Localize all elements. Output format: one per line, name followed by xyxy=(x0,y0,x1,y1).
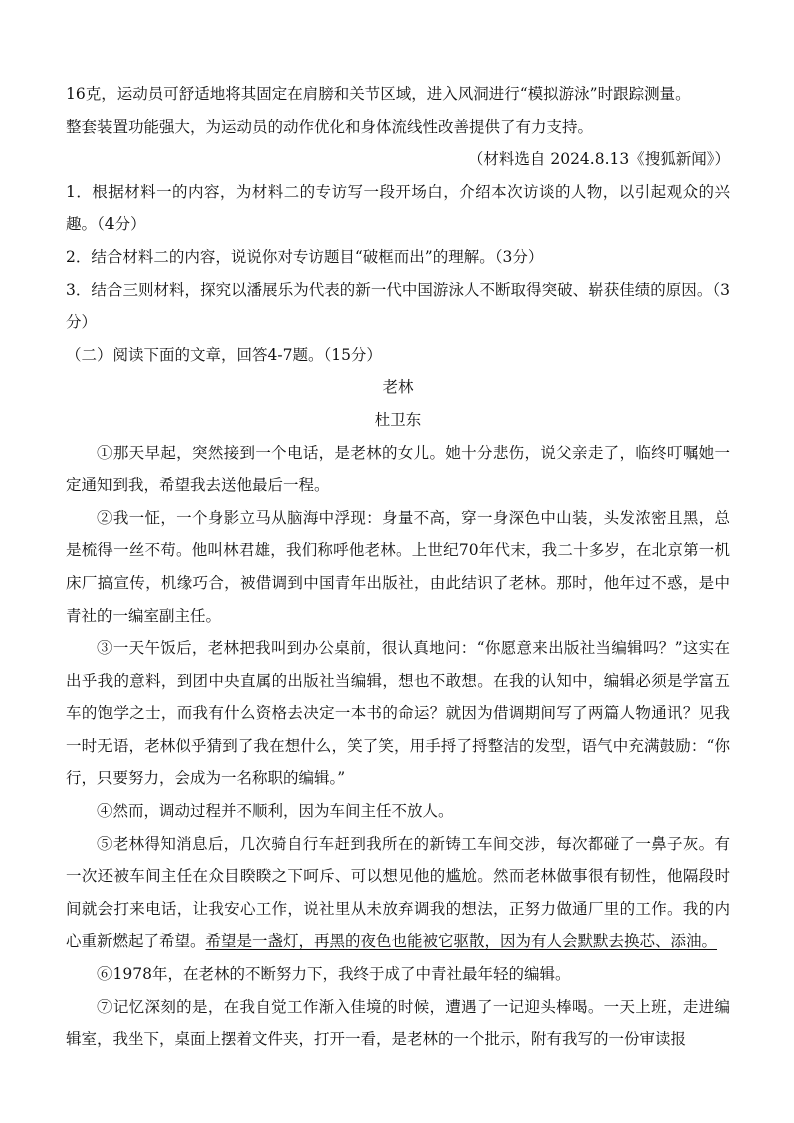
document-page xyxy=(66,78,730,1056)
question-2: 2．结合材料二的内容，说说你对专访题目“破框而出”的理解。（3分） xyxy=(66,247,544,266)
material3-line1: 16克，运动员可舒适地将其固定在肩膀和关节区域，进入风洞进行“模拟游泳”时跟踪测量。 xyxy=(66,85,691,103)
paragraph-5-text: ⑤老林得知消息后，几次骑自行车赶到我所在的新铸工车间交涉，每次都碰了一鼻子灰。有一次还被车间主任在众目睽睽之下呵斥、可以想见他的尴尬。然而老林做事很有韧性，他隔段时间就会打来电话，让我安心工作，说社里从未放弃调我的想法，正努力做通厂里的工作。我的内心重新燃起了希望。 xyxy=(66,834,730,951)
paragraph-6: ⑥1978年，在老林的不断努力下，我终于成了中青社最年轻的编辑。 xyxy=(97,965,571,984)
paragraph-4: ④然而，调动过程并不顺利，因为车间主任不放人。 xyxy=(97,802,454,821)
material3-line2: 整套装置功能强大，为运动员的动作优化和身体流线性改善提供了有力支持。 xyxy=(66,117,594,136)
material3-source: （材料选自 2024.8.13《搜狐新闻》） xyxy=(467,150,730,169)
article-title: 老林 xyxy=(382,378,414,397)
paragraph-1: ①那天早起，突然接到一个电话，是老林的女儿。她十分悲伤，说父亲走了，临终叮嘱她一定通知到我，希望我去送他最后一程。 xyxy=(66,443,730,495)
paragraph-5-underlined-sentence: 希望是一盏灯，再黑的夜色也能被它驱散，因为有人会默默去换芯、添油。 xyxy=(205,932,718,951)
paragraph-3: ③一天午饭后，老林把我叫到办公桌前，很认真地问：“你愿意来出版社当编辑吗？”这实在出乎我的意料，到团中央直属的出版社当编辑，想也不敢想。在我的认知中，编辑必须是学富五车的饱学之士，而我有什么资格去决定一本书的命运？就因为借调期间写了两篇人物通讯？见我一时无语，老林似乎猜到了我在想什么，笑了笑，用手捋了捋整洁的发型，语气中充满鼓励：“你行，只要努力，会成为一名称职的编辑。” xyxy=(66,639,730,788)
paragraph-2: ②我一怔，一个身影立马从脑海中浮现：身量不高，穿一身深色中山装，头发浓密且黑，总是梳得一丝不苟。他叫林君雄，我们称呼他老林。上世纪70年代末，我二十多岁，在北京第一机床厂搞宣传，机缘巧合，被借调到中国青年出版社，由此结识了老林。那时，他年过不惑，是中青社的一编室副主任。 xyxy=(66,508,730,625)
paragraph-7: ⑦记忆深刻的是，在我自觉工作渐入佳境的时候，遭遇了一记迎头棒喝。一天上班，走进编辑室，我坐下，桌面上摆着文件夹，打开一看，是老林的一个批示，附有我写的一份审读报 xyxy=(66,997,730,1049)
question-1: 1．根据材料一的内容，为材料二的专访写一段开场白，介绍本次访谈的人物，以引起观众的兴趣。（4分） xyxy=(66,182,730,234)
section-heading: （二）阅读下面的文章，回答4-7题。（15分） xyxy=(66,345,382,364)
paragraph-5 xyxy=(66,828,730,958)
question-3: 3．结合三则材料，探究以潘展乐为代表的新一代中国游泳人不断取得突破、崭获佳绩的原因。（3分） xyxy=(66,280,730,332)
article-author: 杜卫东 xyxy=(374,410,422,429)
